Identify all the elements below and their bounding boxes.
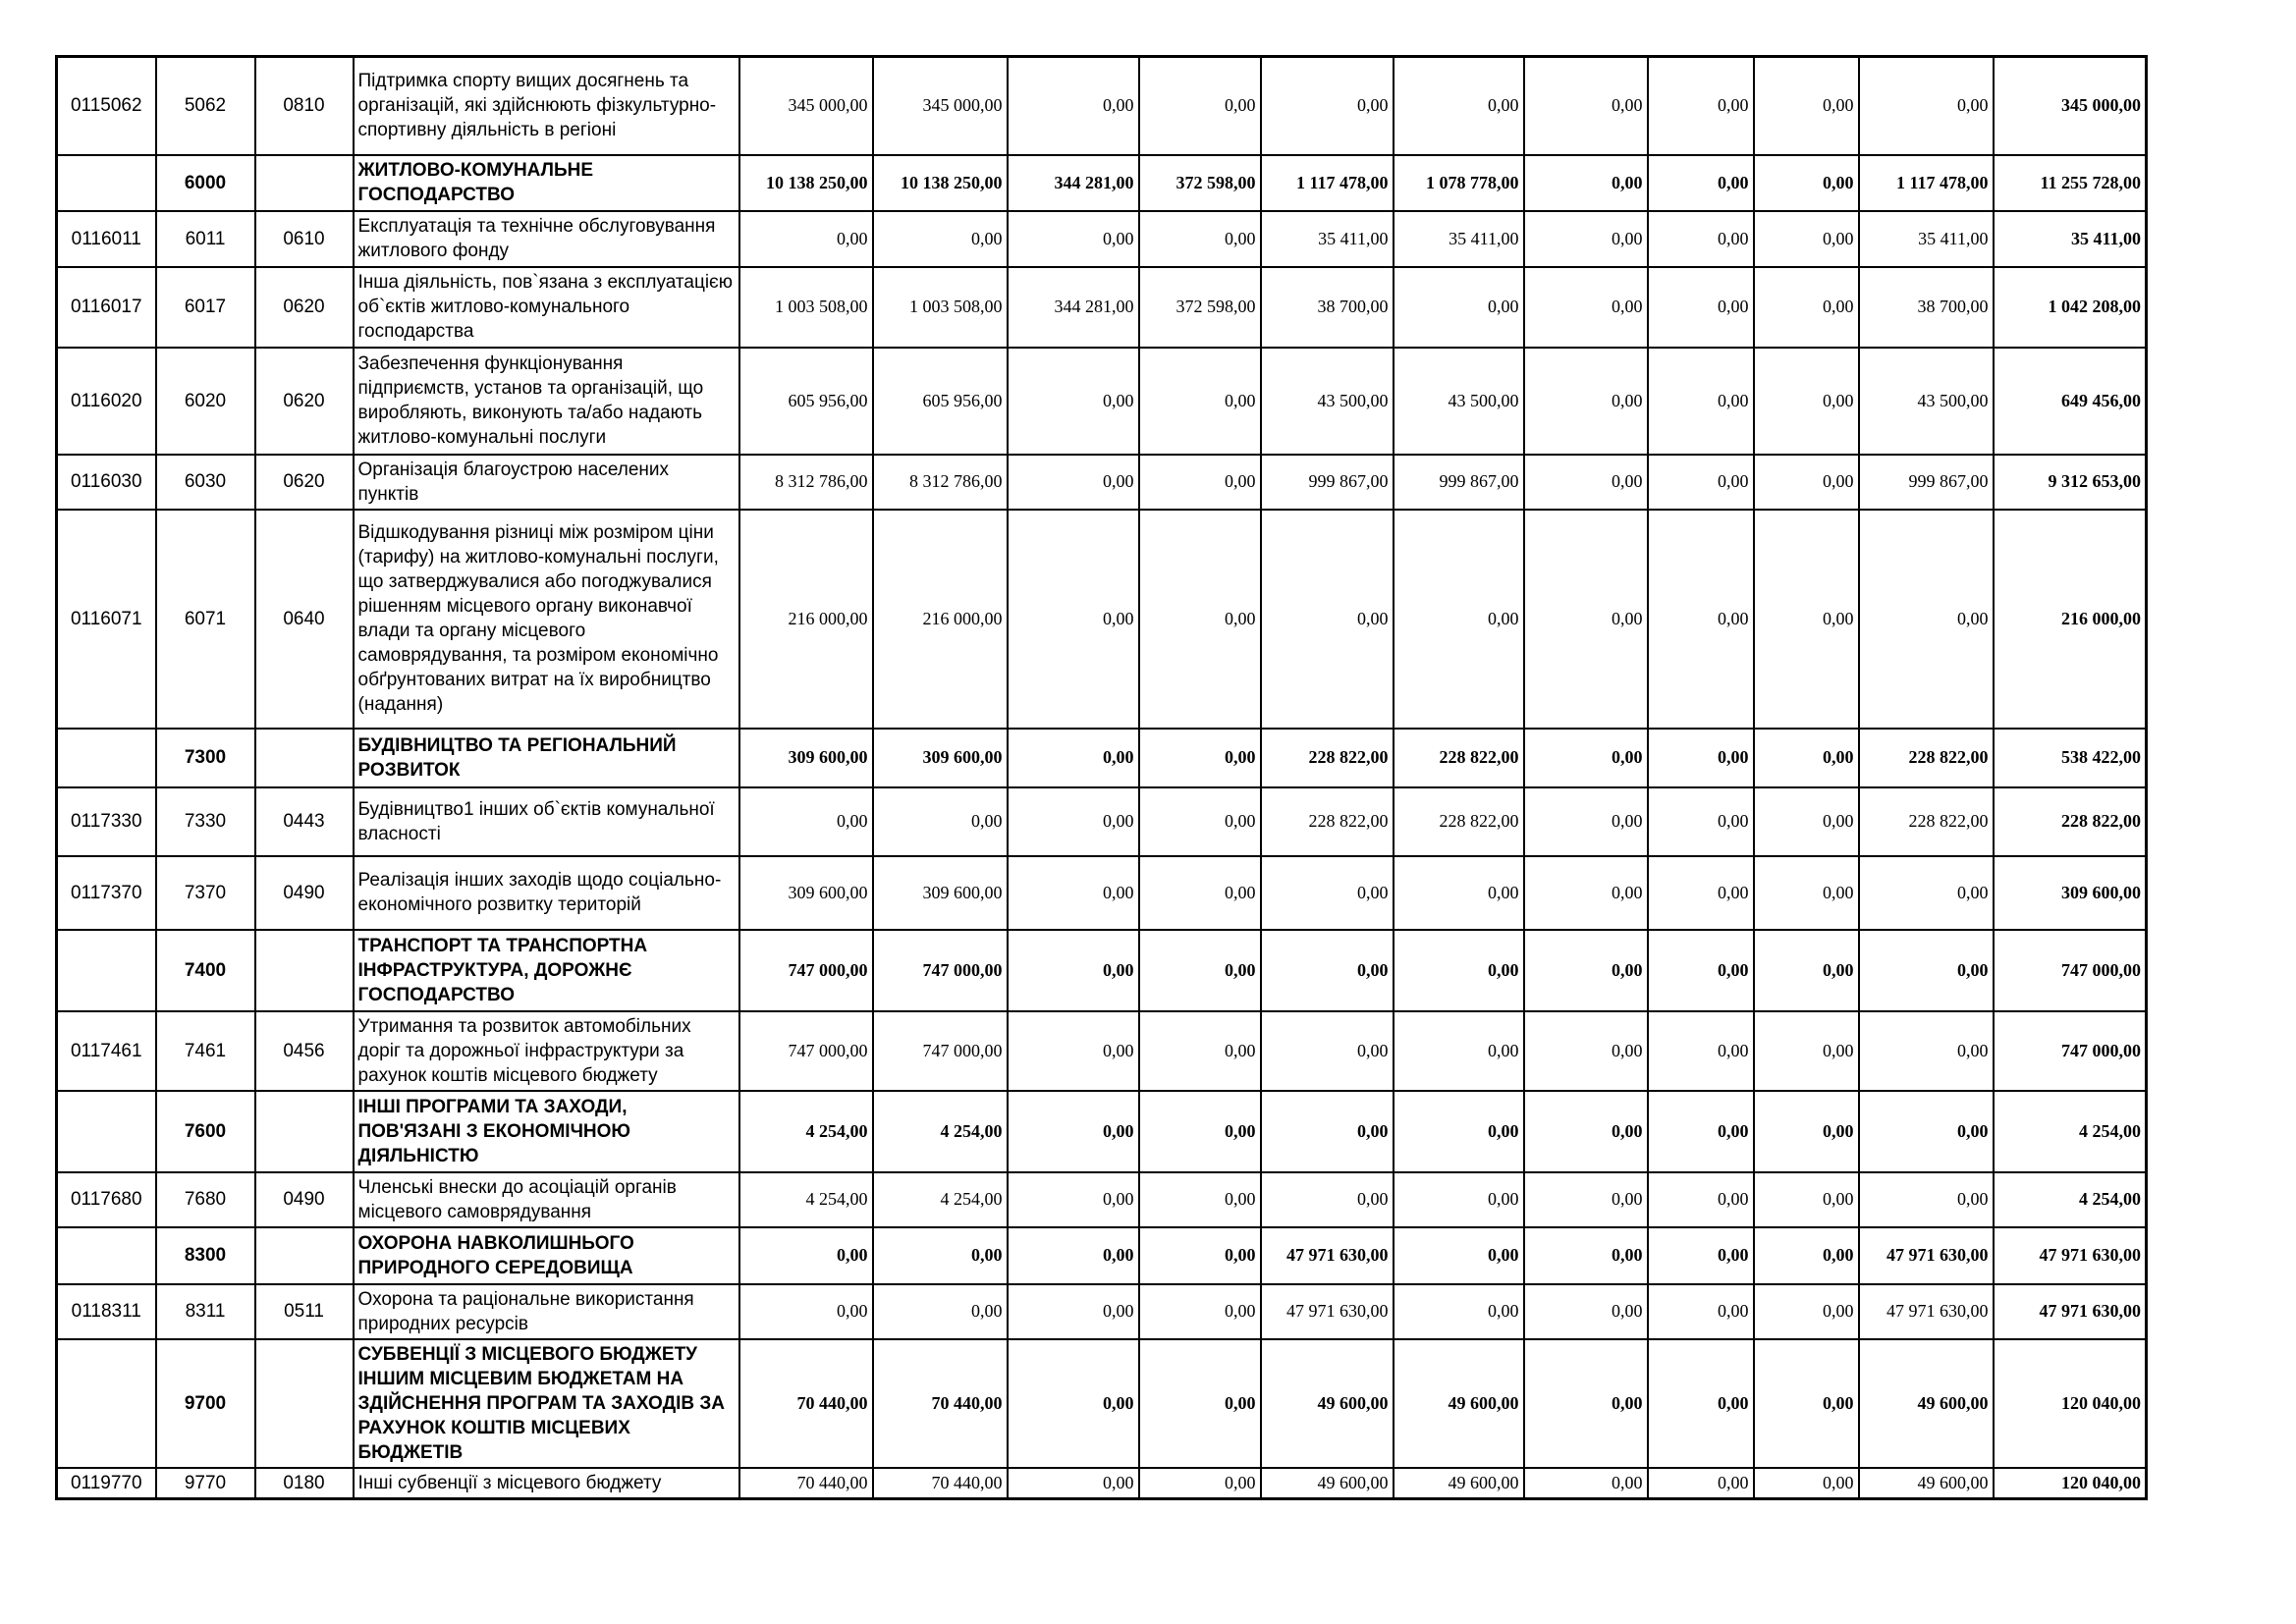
amount-cell: 0,00 <box>1008 1172 1139 1227</box>
amount-cell: 1 003 508,00 <box>739 267 873 348</box>
amount-cell: 0,00 <box>1008 57 1139 155</box>
tpkvk-code-cell: 6011 <box>156 211 255 267</box>
fkvk-code-cell: 0511 <box>255 1284 354 1339</box>
amount-cell: 0,00 <box>1394 1284 1524 1339</box>
program-code-cell: 0116017 <box>57 267 156 348</box>
amount-cell: 0,00 <box>1524 211 1648 267</box>
amount-cell: 0,00 <box>1394 57 1524 155</box>
amount-cell: 0,00 <box>1008 1468 1139 1499</box>
group-row <box>57 1339 2147 1468</box>
tpkvk-code-cell: 7300 <box>156 729 255 787</box>
amount-cell: 70 440,00 <box>739 1339 873 1468</box>
amount-cell: 309 600,00 <box>739 729 873 787</box>
tpkvk-code-cell: 6020 <box>156 348 255 455</box>
fkvk-code-cell <box>255 729 354 787</box>
amount-cell: 0,00 <box>1394 1091 1524 1172</box>
total-amount-cell: 4 254,00 <box>1994 1172 2147 1227</box>
amount-cell: 0,00 <box>1139 930 1261 1011</box>
amount-cell: 0,00 <box>1648 211 1754 267</box>
amount-cell: 747 000,00 <box>873 1011 1008 1091</box>
amount-cell: 228 822,00 <box>1859 729 1994 787</box>
amount-cell: 0,00 <box>1648 348 1754 455</box>
amount-cell: 0,00 <box>1648 57 1754 155</box>
amount-cell: 70 440,00 <box>873 1339 1008 1468</box>
amount-cell: 0,00 <box>1648 1468 1754 1499</box>
amount-cell: 0,00 <box>1648 510 1754 729</box>
amount-cell: 0,00 <box>1754 455 1859 510</box>
program-name-cell: Реалізація інших заходів щодо соціально-економічного розвитку територій <box>354 856 739 930</box>
amount-cell: 47 971 630,00 <box>1859 1284 1994 1339</box>
total-amount-cell: 1 042 208,00 <box>1994 267 2147 348</box>
amount-cell: 228 822,00 <box>1261 787 1394 856</box>
amount-cell: 0,00 <box>1754 348 1859 455</box>
total-amount-cell: 747 000,00 <box>1994 1011 2147 1091</box>
amount-cell: 0,00 <box>1008 1227 1139 1284</box>
amount-cell: 10 138 250,00 <box>739 155 873 211</box>
total-amount-cell: 120 040,00 <box>1994 1468 2147 1499</box>
amount-cell: 228 822,00 <box>1394 787 1524 856</box>
tpkvk-code-cell: 7400 <box>156 930 255 1011</box>
tpkvk-code-cell: 6017 <box>156 267 255 348</box>
amount-cell: 0,00 <box>739 1284 873 1339</box>
amount-cell: 216 000,00 <box>873 510 1008 729</box>
program-code-cell <box>57 930 156 1011</box>
amount-cell: 0,00 <box>1524 1172 1648 1227</box>
amount-cell: 0,00 <box>1859 1091 1994 1172</box>
amount-cell: 999 867,00 <box>1261 455 1394 510</box>
amount-cell: 0,00 <box>1261 57 1394 155</box>
amount-cell: 228 822,00 <box>1261 729 1394 787</box>
amount-cell: 0,00 <box>1648 1091 1754 1172</box>
amount-cell: 0,00 <box>1648 1339 1754 1468</box>
amount-cell: 0,00 <box>739 211 873 267</box>
amount-cell: 0,00 <box>1261 1172 1394 1227</box>
amount-cell: 38 700,00 <box>1261 267 1394 348</box>
amount-cell: 0,00 <box>1139 729 1261 787</box>
tpkvk-code-cell: 9700 <box>156 1339 255 1468</box>
amount-cell: 0,00 <box>1139 348 1261 455</box>
amount-cell: 0,00 <box>1261 1011 1394 1091</box>
amount-cell: 0,00 <box>1139 1172 1261 1227</box>
amount-cell: 0,00 <box>1648 1172 1754 1227</box>
amount-cell: 0,00 <box>1008 455 1139 510</box>
amount-cell: 309 600,00 <box>739 856 873 930</box>
amount-cell: 0,00 <box>1524 1468 1648 1499</box>
amount-cell: 0,00 <box>1754 267 1859 348</box>
program-name-cell: Членські внески до асоціацій органів місцевого самоврядування <box>354 1172 739 1227</box>
total-amount-cell: 538 422,00 <box>1994 729 2147 787</box>
amount-cell: 38 700,00 <box>1859 267 1994 348</box>
amount-cell: 0,00 <box>1754 1227 1859 1284</box>
amount-cell: 35 411,00 <box>1859 211 1994 267</box>
amount-cell: 4 254,00 <box>739 1091 873 1172</box>
amount-cell: 0,00 <box>1648 267 1754 348</box>
amount-cell: 1 078 778,00 <box>1394 155 1524 211</box>
amount-cell: 0,00 <box>1261 856 1394 930</box>
amount-cell: 0,00 <box>1648 1011 1754 1091</box>
amount-cell: 0,00 <box>1524 455 1648 510</box>
amount-cell: 49 600,00 <box>1859 1339 1994 1468</box>
amount-cell: 345 000,00 <box>873 57 1008 155</box>
amount-cell: 43 500,00 <box>1859 348 1994 455</box>
amount-cell: 0,00 <box>1008 1339 1139 1468</box>
amount-cell: 0,00 <box>1261 510 1394 729</box>
amount-cell: 8 312 786,00 <box>873 455 1008 510</box>
amount-cell: 228 822,00 <box>1859 787 1994 856</box>
amount-cell: 49 600,00 <box>1261 1468 1394 1499</box>
total-amount-cell: 9 312 653,00 <box>1994 455 2147 510</box>
amount-cell: 0,00 <box>1394 1172 1524 1227</box>
amount-cell: 0,00 <box>1648 729 1754 787</box>
amount-cell: 49 600,00 <box>1859 1468 1994 1499</box>
program-code-cell <box>57 1091 156 1172</box>
program-name-cell: БУДІВНИЦТВО ТА РЕГІОНАЛЬНИЙ РОЗВИТОК <box>354 729 739 787</box>
amount-cell: 999 867,00 <box>1859 455 1994 510</box>
table-row <box>57 455 2147 510</box>
amount-cell: 0,00 <box>1394 930 1524 1011</box>
amount-cell: 35 411,00 <box>1394 211 1524 267</box>
tpkvk-code-cell: 8300 <box>156 1227 255 1284</box>
amount-cell: 747 000,00 <box>739 930 873 1011</box>
amount-cell: 0,00 <box>1754 1091 1859 1172</box>
amount-cell: 0,00 <box>1139 510 1261 729</box>
amount-cell: 0,00 <box>1859 1172 1994 1227</box>
amount-cell: 0,00 <box>1754 1339 1859 1468</box>
total-amount-cell: 120 040,00 <box>1994 1339 2147 1468</box>
amount-cell: 0,00 <box>1524 1284 1648 1339</box>
amount-cell: 0,00 <box>739 1227 873 1284</box>
table-row <box>57 1468 2147 1499</box>
amount-cell: 0,00 <box>1754 211 1859 267</box>
amount-cell: 0,00 <box>1648 787 1754 856</box>
program-code-cell: 0116071 <box>57 510 156 729</box>
amount-cell: 4 254,00 <box>873 1091 1008 1172</box>
amount-cell: 0,00 <box>1754 155 1859 211</box>
amount-cell: 0,00 <box>1754 1468 1859 1499</box>
amount-cell: 0,00 <box>1008 787 1139 856</box>
amount-cell: 0,00 <box>873 1227 1008 1284</box>
amount-cell: 372 598,00 <box>1139 267 1261 348</box>
program-name-cell: Організація благоустрою населених пунктів <box>354 455 739 510</box>
amount-cell: 0,00 <box>1394 856 1524 930</box>
program-code-cell <box>57 729 156 787</box>
amount-cell: 0,00 <box>1139 1091 1261 1172</box>
amount-cell: 0,00 <box>1524 1091 1648 1172</box>
amount-cell: 309 600,00 <box>873 729 1008 787</box>
amount-cell: 0,00 <box>1394 1011 1524 1091</box>
amount-cell: 0,00 <box>1139 1339 1261 1468</box>
program-code-cell <box>57 1227 156 1284</box>
tpkvk-code-cell: 6000 <box>156 155 255 211</box>
amount-cell: 0,00 <box>1524 348 1648 455</box>
program-code-cell: 0116020 <box>57 348 156 455</box>
amount-cell: 0,00 <box>1524 856 1648 930</box>
table-row <box>57 267 2147 348</box>
amount-cell: 0,00 <box>1648 856 1754 930</box>
amount-cell: 999 867,00 <box>1394 455 1524 510</box>
amount-cell: 1 117 478,00 <box>1859 155 1994 211</box>
amount-cell: 372 598,00 <box>1139 155 1261 211</box>
fkvk-code-cell: 0610 <box>255 211 354 267</box>
table-row <box>57 1011 2147 1091</box>
amount-cell: 0,00 <box>1524 510 1648 729</box>
amount-cell: 0,00 <box>1524 729 1648 787</box>
program-name-cell: Охорона та раціональне використання природних ресурсів <box>354 1284 739 1339</box>
amount-cell: 344 281,00 <box>1008 155 1139 211</box>
amount-cell: 747 000,00 <box>873 930 1008 1011</box>
program-code-cell: 0115062 <box>57 57 156 155</box>
amount-cell: 1 117 478,00 <box>1261 155 1394 211</box>
program-name-cell: ІНШІ ПРОГРАМИ ТА ЗАХОДИ, ПОВ'ЯЗАНІ З ЕКОНОМІЧНОЮ ДІЯЛЬНІСТЮ <box>354 1091 739 1172</box>
amount-cell: 1 003 508,00 <box>873 267 1008 348</box>
amount-cell: 10 138 250,00 <box>873 155 1008 211</box>
fkvk-code-cell: 0640 <box>255 510 354 729</box>
fkvk-code-cell: 0180 <box>255 1468 354 1499</box>
group-row <box>57 1091 2147 1172</box>
tpkvk-code-cell: 9770 <box>156 1468 255 1499</box>
program-name-cell: ТРАНСПОРТ ТА ТРАНСПОРТНА ІНФРАСТРУКТУРА, ДОРОЖНЄ ГОСПОДАРСТВО <box>354 930 739 1011</box>
program-code-cell: 0117370 <box>57 856 156 930</box>
amount-cell: 0,00 <box>1139 787 1261 856</box>
amount-cell: 0,00 <box>1139 1011 1261 1091</box>
amount-cell: 345 000,00 <box>739 57 873 155</box>
amount-cell: 0,00 <box>1139 211 1261 267</box>
program-name-cell: ЖИТЛОВО-КОМУНАЛЬНЕ ГОСПОДАРСТВО <box>354 155 739 211</box>
program-code-cell: 0119770 <box>57 1468 156 1499</box>
amount-cell: 47 971 630,00 <box>1859 1227 1994 1284</box>
amount-cell: 0,00 <box>1139 1468 1261 1499</box>
amount-cell: 0,00 <box>1008 1284 1139 1339</box>
amount-cell: 47 971 630,00 <box>1261 1227 1394 1284</box>
amount-cell: 43 500,00 <box>1394 348 1524 455</box>
amount-cell: 0,00 <box>1754 1172 1859 1227</box>
amount-cell: 0,00 <box>1394 1227 1524 1284</box>
amount-cell: 605 956,00 <box>739 348 873 455</box>
program-name-cell: Будівництво1 інших об`єктів комунальної власності <box>354 787 739 856</box>
amount-cell: 0,00 <box>1394 510 1524 729</box>
fkvk-code-cell <box>255 1227 354 1284</box>
group-row <box>57 155 2147 211</box>
amount-cell: 0,00 <box>739 787 873 856</box>
group-row <box>57 930 2147 1011</box>
fkvk-code-cell: 0490 <box>255 856 354 930</box>
total-amount-cell: 345 000,00 <box>1994 57 2147 155</box>
amount-cell: 0,00 <box>1754 787 1859 856</box>
program-code-cell: 0117330 <box>57 787 156 856</box>
fkvk-code-cell <box>255 155 354 211</box>
amount-cell: 0,00 <box>1139 1227 1261 1284</box>
amount-cell: 0,00 <box>873 787 1008 856</box>
tpkvk-code-cell: 7370 <box>156 856 255 930</box>
program-name-cell: ОХОРОНА НАВКОЛИШНЬОГО ПРИРОДНОГО СЕРЕДОВИЩА <box>354 1227 739 1284</box>
amount-cell: 0,00 <box>1261 1091 1394 1172</box>
amount-cell: 605 956,00 <box>873 348 1008 455</box>
amount-cell: 0,00 <box>1648 1284 1754 1339</box>
group-row <box>57 729 2147 787</box>
amount-cell: 0,00 <box>1754 930 1859 1011</box>
amount-cell: 0,00 <box>1754 1284 1859 1339</box>
amount-cell: 0,00 <box>1008 930 1139 1011</box>
amount-cell: 0,00 <box>1524 1339 1648 1468</box>
fkvk-code-cell: 0490 <box>255 1172 354 1227</box>
amount-cell: 0,00 <box>1859 57 1994 155</box>
program-name-cell: Підтримка спорту вищих досягнень та організацій, які здійснюють фізкультурно-спортивну діяльність в регіоні <box>354 57 739 155</box>
total-amount-cell: 11 255 728,00 <box>1994 155 2147 211</box>
amount-cell: 0,00 <box>1524 787 1648 856</box>
amount-cell: 0,00 <box>1859 856 1994 930</box>
amount-cell: 309 600,00 <box>873 856 1008 930</box>
fkvk-code-cell: 0620 <box>255 348 354 455</box>
program-name-cell: Експлуатація та технічне обслуговування житлового фонду <box>354 211 739 267</box>
fkvk-code-cell <box>255 1339 354 1468</box>
total-amount-cell: 309 600,00 <box>1994 856 2147 930</box>
program-code-cell <box>57 155 156 211</box>
tpkvk-code-cell: 7461 <box>156 1011 255 1091</box>
total-amount-cell: 216 000,00 <box>1994 510 2147 729</box>
amount-cell: 0,00 <box>1648 930 1754 1011</box>
amount-cell: 747 000,00 <box>739 1011 873 1091</box>
table-row <box>57 57 2147 155</box>
total-amount-cell: 47 971 630,00 <box>1994 1284 2147 1339</box>
table-row <box>57 1284 2147 1339</box>
group-row <box>57 1227 2147 1284</box>
amount-cell: 0,00 <box>1524 1011 1648 1091</box>
amount-cell: 8 312 786,00 <box>739 455 873 510</box>
table-row <box>57 1172 2147 1227</box>
amount-cell: 0,00 <box>1754 510 1859 729</box>
amount-cell: 49 600,00 <box>1394 1468 1524 1499</box>
program-name-cell: СУБВЕНЦІЇ З МІСЦЕВОГО БЮДЖЕТУ ІНШИМ МІСЦЕВИМ БЮДЖЕТАМ НА ЗДІЙСНЕННЯ ПРОГРАМ ТА ЗАХОДІВ ЗА РАХУНОК КОШТІВ МІСЦЕВИХ БЮДЖЕТІВ <box>354 1339 739 1468</box>
fkvk-code-cell: 0456 <box>255 1011 354 1091</box>
total-amount-cell: 649 456,00 <box>1994 348 2147 455</box>
tpkvk-code-cell: 7600 <box>156 1091 255 1172</box>
amount-cell: 0,00 <box>1754 1011 1859 1091</box>
amount-cell: 0,00 <box>1394 267 1524 348</box>
amount-cell: 0,00 <box>1139 856 1261 930</box>
amount-cell: 49 600,00 <box>1261 1339 1394 1468</box>
total-amount-cell: 47 971 630,00 <box>1994 1227 2147 1284</box>
amount-cell: 49 600,00 <box>1394 1339 1524 1468</box>
amount-cell: 0,00 <box>1754 729 1859 787</box>
program-name-cell: Відшкодування різниці між розміром ціни (тарифу) на житлово-комунальні послуги, що затверджувалися або погоджувалися рішенням місцевого органу виконавчої влади та органу місцевого самоврядування, та розміром економічно обґрунтованих витрат на їх виробництво (надання) <box>354 510 739 729</box>
table-row <box>57 211 2147 267</box>
fkvk-code-cell <box>255 930 354 1011</box>
amount-cell: 0,00 <box>1139 57 1261 155</box>
amount-cell: 228 822,00 <box>1394 729 1524 787</box>
amount-cell: 0,00 <box>1008 729 1139 787</box>
fkvk-code-cell: 0443 <box>255 787 354 856</box>
tpkvk-code-cell: 7330 <box>156 787 255 856</box>
amount-cell: 0,00 <box>873 1284 1008 1339</box>
fkvk-code-cell: 0620 <box>255 267 354 348</box>
program-code-cell: 0116011 <box>57 211 156 267</box>
program-name-cell: Інша діяльність, пов`язана з експлуатацією об`єктів житлово-комунального господарства <box>354 267 739 348</box>
amount-cell: 344 281,00 <box>1008 267 1139 348</box>
table-row <box>57 787 2147 856</box>
total-amount-cell: 4 254,00 <box>1994 1091 2147 1172</box>
amount-cell: 47 971 630,00 <box>1261 1284 1394 1339</box>
amount-cell: 4 254,00 <box>873 1172 1008 1227</box>
amount-cell: 0,00 <box>1524 1227 1648 1284</box>
amount-cell: 70 440,00 <box>739 1468 873 1499</box>
amount-cell: 0,00 <box>1754 856 1859 930</box>
program-code-cell <box>57 1339 156 1468</box>
amount-cell: 0,00 <box>1754 57 1859 155</box>
amount-cell: 0,00 <box>1859 1011 1994 1091</box>
amount-cell: 0,00 <box>873 211 1008 267</box>
amount-cell: 0,00 <box>1648 1227 1754 1284</box>
amount-cell: 0,00 <box>1859 510 1994 729</box>
tpkvk-code-cell: 6071 <box>156 510 255 729</box>
program-name-cell: Утримання та розвиток автомобільних доріг та дорожньої інфраструктури за рахунок коштів місцевого бюджету <box>354 1011 739 1091</box>
table-row <box>57 348 2147 455</box>
table-row <box>57 510 2147 729</box>
amount-cell: 0,00 <box>1139 455 1261 510</box>
amount-cell: 0,00 <box>1648 455 1754 510</box>
budget-table <box>55 55 2148 1500</box>
program-code-cell: 0118311 <box>57 1284 156 1339</box>
amount-cell: 0,00 <box>1524 930 1648 1011</box>
amount-cell: 216 000,00 <box>739 510 873 729</box>
amount-cell: 35 411,00 <box>1261 211 1394 267</box>
tpkvk-code-cell: 8311 <box>156 1284 255 1339</box>
amount-cell: 4 254,00 <box>739 1172 873 1227</box>
amount-cell: 0,00 <box>1008 1091 1139 1172</box>
amount-cell: 0,00 <box>1524 267 1648 348</box>
amount-cell: 0,00 <box>1524 57 1648 155</box>
program-code-cell: 0117461 <box>57 1011 156 1091</box>
amount-cell: 0,00 <box>1008 510 1139 729</box>
amount-cell: 0,00 <box>1859 930 1994 1011</box>
program-name-cell: Інші субвенції з місцевого бюджету <box>354 1468 739 1499</box>
tpkvk-code-cell: 6030 <box>156 455 255 510</box>
program-code-cell: 0116030 <box>57 455 156 510</box>
amount-cell: 0,00 <box>1008 1011 1139 1091</box>
amount-cell: 0,00 <box>1139 1284 1261 1339</box>
amount-cell: 0,00 <box>1648 155 1754 211</box>
amount-cell: 0,00 <box>1008 856 1139 930</box>
amount-cell: 43 500,00 <box>1261 348 1394 455</box>
amount-cell: 0,00 <box>1008 211 1139 267</box>
amount-cell: 70 440,00 <box>873 1468 1008 1499</box>
program-code-cell: 0117680 <box>57 1172 156 1227</box>
fkvk-code-cell <box>255 1091 354 1172</box>
total-amount-cell: 228 822,00 <box>1994 787 2147 856</box>
amount-cell: 0,00 <box>1008 348 1139 455</box>
tpkvk-code-cell: 5062 <box>156 57 255 155</box>
fkvk-code-cell: 0810 <box>255 57 354 155</box>
amount-cell: 0,00 <box>1524 155 1648 211</box>
program-name-cell: Забезпечення функціонування підприємств, установ та організацій, що виробляють, виконують та/або надають житлово-комунальні послуги <box>354 348 739 455</box>
fkvk-code-cell: 0620 <box>255 455 354 510</box>
tpkvk-code-cell: 7680 <box>156 1172 255 1227</box>
total-amount-cell: 35 411,00 <box>1994 211 2147 267</box>
amount-cell: 0,00 <box>1261 930 1394 1011</box>
total-amount-cell: 747 000,00 <box>1994 930 2147 1011</box>
table-row <box>57 856 2147 930</box>
